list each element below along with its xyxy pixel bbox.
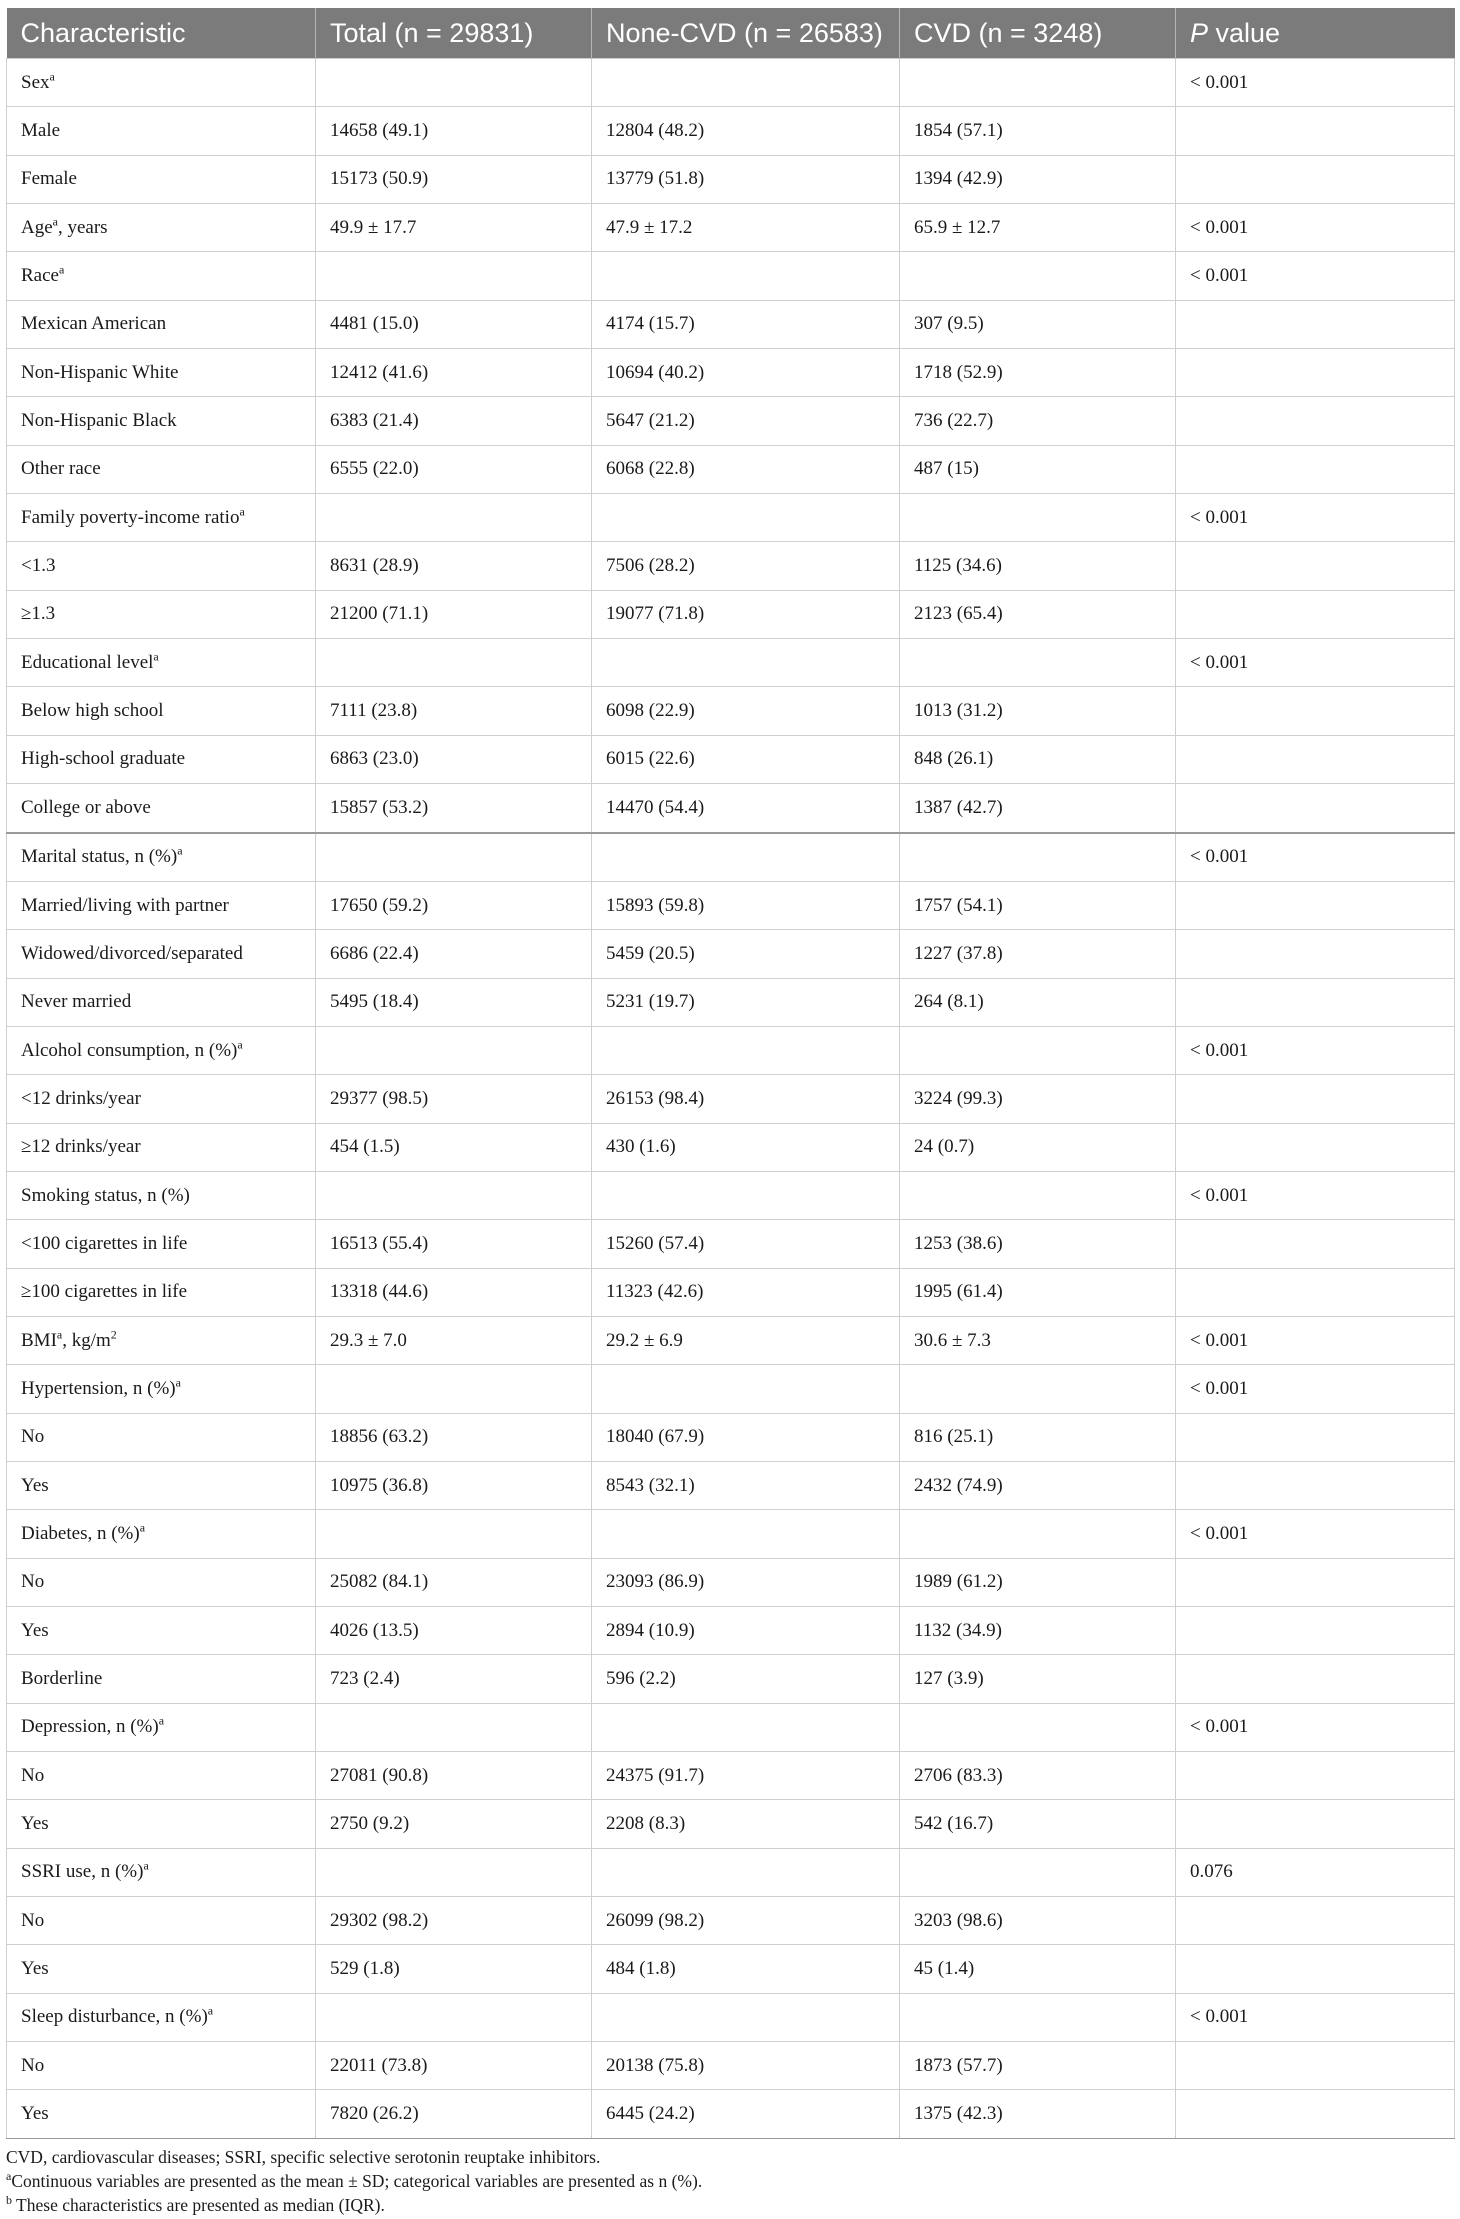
cell-characteristic: College or above <box>7 784 316 833</box>
cell-cvd: 24 (0.7) <box>900 1123 1176 1171</box>
cell-total <box>316 1848 592 1896</box>
cell-none-cvd: 7506 (28.2) <box>592 542 900 590</box>
cell-cvd: 1757 (54.1) <box>900 881 1176 929</box>
cell-total: 15857 (53.2) <box>316 784 592 833</box>
cell-characteristic: Age$^a$, years <box>7 204 316 252</box>
table-row <box>7 1703 1455 1751</box>
cell-p-value <box>1176 784 1455 833</box>
cell-characteristic: No <box>7 2042 316 2090</box>
cell-characteristic: <12 drinks/year <box>7 1075 316 1123</box>
cell-total <box>316 494 592 542</box>
cell-characteristic: Marital status, n (%)$^a$ <box>7 833 316 882</box>
header-p-value <box>1176 8 1455 59</box>
cell-total: 2750 (9.2) <box>316 1800 592 1848</box>
cell-total: 29302 (98.2) <box>316 1897 592 1945</box>
table-row <box>7 1993 1455 2041</box>
table-row <box>7 590 1455 638</box>
cell-cvd: 30.6 ± 7.3 <box>900 1316 1176 1364</box>
cell-total: 6383 (21.4) <box>316 397 592 445</box>
cell-total: 7111 (23.8) <box>316 687 592 735</box>
table-row <box>7 1752 1455 1800</box>
cell-total <box>316 833 592 882</box>
table-row <box>7 1945 1455 1993</box>
cell-p-value <box>1176 397 1455 445</box>
cell-none-cvd <box>592 59 900 107</box>
cell-p-value <box>1176 445 1455 493</box>
table-footnotes <box>6 2145 1454 2217</box>
table-row <box>7 397 1455 445</box>
cell-characteristic: Sleep disturbance, n (%)$^a$ <box>7 1993 316 2041</box>
cell-characteristic: Below high school <box>7 687 316 735</box>
table-row <box>7 155 1455 203</box>
cell-characteristic: Non-Hispanic Black <box>7 397 316 445</box>
cell-total <box>316 1365 592 1413</box>
cell-total: 49.9 ± 17.7 <box>316 204 592 252</box>
cell-characteristic: <1.3 <box>7 542 316 590</box>
cell-cvd: 45 (1.4) <box>900 1945 1176 1993</box>
cell-cvd <box>900 1510 1176 1558</box>
table-row <box>7 542 1455 590</box>
cell-none-cvd <box>592 1510 900 1558</box>
cell-characteristic: <100 cigarettes in life <box>7 1220 316 1268</box>
cell-characteristic: Race$^a$ <box>7 252 316 300</box>
cell-none-cvd: 8543 (32.1) <box>592 1461 900 1509</box>
table-row <box>7 1848 1455 1896</box>
cell-total <box>316 1993 592 2041</box>
cell-cvd: 65.9 ± 12.7 <box>900 204 1176 252</box>
cell-characteristic: Female <box>7 155 316 203</box>
cell-none-cvd: 15260 (57.4) <box>592 1220 900 1268</box>
table-body <box>7 59 1455 2139</box>
cell-none-cvd: 14470 (54.4) <box>592 784 900 833</box>
cell-none-cvd: 2894 (10.9) <box>592 1607 900 1655</box>
cell-characteristic: Educational level$^a$ <box>7 639 316 687</box>
table-container <box>6 8 1454 2217</box>
cell-characteristic: Married/living with partner <box>7 881 316 929</box>
cell-characteristic: Mexican American <box>7 300 316 348</box>
table-row <box>7 1123 1455 1171</box>
cell-characteristic: Yes <box>7 2090 316 2138</box>
cell-none-cvd: 6015 (22.6) <box>592 735 900 783</box>
cell-none-cvd: 430 (1.6) <box>592 1123 900 1171</box>
table-row <box>7 978 1455 1026</box>
cell-p-value: < 0.001 <box>1176 1993 1455 2041</box>
cell-characteristic: No <box>7 1752 316 1800</box>
header-characteristic: Characteristic <box>7 8 316 59</box>
cell-total <box>316 639 592 687</box>
table-row <box>7 252 1455 300</box>
cell-characteristic: Alcohol consumption, n (%)$^a$ <box>7 1026 316 1074</box>
cell-p-value <box>1176 1268 1455 1316</box>
cell-total: 22011 (73.8) <box>316 2042 592 2090</box>
cell-none-cvd: 484 (1.8) <box>592 1945 900 1993</box>
cell-total: 29377 (98.5) <box>316 1075 592 1123</box>
table-row <box>7 1220 1455 1268</box>
table-row <box>7 107 1455 155</box>
header-none-cvd: None-CVD (n = 26583) <box>592 8 900 59</box>
header-cvd: CVD (n = 3248) <box>900 8 1176 59</box>
table-row <box>7 1897 1455 1945</box>
cell-p-value <box>1176 687 1455 735</box>
table-row <box>7 1607 1455 1655</box>
table-row <box>7 1365 1455 1413</box>
cell-characteristic: Yes <box>7 1800 316 1848</box>
cell-none-cvd: 10694 (40.2) <box>592 349 900 397</box>
cell-total: 18856 (63.2) <box>316 1413 592 1461</box>
cell-cvd: 736 (22.7) <box>900 397 1176 445</box>
cell-cvd: 816 (25.1) <box>900 1413 1176 1461</box>
cell-total: 16513 (55.4) <box>316 1220 592 1268</box>
cell-none-cvd: 5647 (21.2) <box>592 397 900 445</box>
cell-cvd <box>900 1703 1176 1751</box>
cell-characteristic: Non-Hispanic White <box>7 349 316 397</box>
cell-total: 15173 (50.9) <box>316 155 592 203</box>
table-row <box>7 349 1455 397</box>
table-header-row <box>7 8 1455 59</box>
cell-total: 4481 (15.0) <box>316 300 592 348</box>
cell-p-value: < 0.001 <box>1176 1365 1455 1413</box>
cell-p-value: < 0.001 <box>1176 1703 1455 1751</box>
cell-p-value <box>1176 881 1455 929</box>
cell-cvd: 307 (9.5) <box>900 300 1176 348</box>
cell-p-value: 0.076 <box>1176 1848 1455 1896</box>
cell-none-cvd <box>592 494 900 542</box>
cell-characteristic: Sex$^a$ <box>7 59 316 107</box>
table-row <box>7 1461 1455 1509</box>
cell-characteristic: Yes <box>7 1945 316 1993</box>
cell-total: 723 (2.4) <box>316 1655 592 1703</box>
cell-none-cvd: 5459 (20.5) <box>592 930 900 978</box>
cell-none-cvd: 26153 (98.4) <box>592 1075 900 1123</box>
cell-total: 25082 (84.1) <box>316 1558 592 1606</box>
table-row <box>7 2090 1455 2138</box>
baseline-characteristics-table <box>6 8 1455 2139</box>
cell-cvd: 1854 (57.1) <box>900 107 1176 155</box>
cell-characteristic: BMI$^a$, $kg/m^2$ <box>7 1316 316 1364</box>
cell-total <box>316 59 592 107</box>
cell-cvd: 3224 (99.3) <box>900 1075 1176 1123</box>
cell-characteristic: Borderline <box>7 1655 316 1703</box>
cell-none-cvd <box>592 639 900 687</box>
cell-cvd: 1013 (31.2) <box>900 687 1176 735</box>
cell-p-value <box>1176 1413 1455 1461</box>
cell-p-value: < 0.001 <box>1176 1026 1455 1074</box>
table-row <box>7 300 1455 348</box>
cell-p-value <box>1176 1800 1455 1848</box>
table-row <box>7 881 1455 929</box>
cell-p-value <box>1176 2042 1455 2090</box>
cell-characteristic: Yes <box>7 1461 316 1509</box>
cell-cvd <box>900 59 1176 107</box>
cell-characteristic: Smoking status, n (%) <box>7 1171 316 1219</box>
cell-p-value <box>1176 1945 1455 1993</box>
cell-cvd: 2706 (83.3) <box>900 1752 1176 1800</box>
cell-characteristic: No <box>7 1558 316 1606</box>
cell-none-cvd <box>592 1365 900 1413</box>
table-row <box>7 494 1455 542</box>
table-row <box>7 784 1455 833</box>
cell-none-cvd: 596 (2.2) <box>592 1655 900 1703</box>
cell-cvd: 1995 (61.4) <box>900 1268 1176 1316</box>
table-row <box>7 1655 1455 1703</box>
cell-cvd <box>900 1171 1176 1219</box>
cell-cvd <box>900 639 1176 687</box>
cell-total: 6863 (23.0) <box>316 735 592 783</box>
table-row <box>7 1316 1455 1364</box>
cell-p-value <box>1176 1461 1455 1509</box>
cell-cvd: 1989 (61.2) <box>900 1558 1176 1606</box>
cell-none-cvd: 24375 (91.7) <box>592 1752 900 1800</box>
cell-characteristic: Widowed/divorced/separated <box>7 930 316 978</box>
cell-none-cvd: 29.2 ± 6.9 <box>592 1316 900 1364</box>
cell-p-value: < 0.001 <box>1176 252 1455 300</box>
cell-p-value <box>1176 978 1455 1026</box>
cell-none-cvd: 20138 (75.8) <box>592 2042 900 2090</box>
cell-total <box>316 1171 592 1219</box>
cell-cvd: 2123 (65.4) <box>900 590 1176 638</box>
table-row <box>7 930 1455 978</box>
cell-none-cvd: 6098 (22.9) <box>592 687 900 735</box>
cell-none-cvd <box>592 252 900 300</box>
cell-cvd: 1387 (42.7) <box>900 784 1176 833</box>
cell-total: 4026 (13.5) <box>316 1607 592 1655</box>
header-p-rest: value <box>1215 17 1281 48</box>
cell-cvd: 848 (26.1) <box>900 735 1176 783</box>
cell-total: 13318 (44.6) <box>316 1268 592 1316</box>
cell-none-cvd <box>592 1993 900 2041</box>
cell-total: 29.3 ± 7.0 <box>316 1316 592 1364</box>
cell-total: 6555 (22.0) <box>316 445 592 493</box>
cell-none-cvd <box>592 1703 900 1751</box>
cell-p-value: < 0.001 <box>1176 204 1455 252</box>
cell-p-value: < 0.001 <box>1176 494 1455 542</box>
cell-total: 21200 (71.1) <box>316 590 592 638</box>
cell-cvd <box>900 494 1176 542</box>
cell-none-cvd: 47.9 ± 17.2 <box>592 204 900 252</box>
cell-cvd: 2432 (74.9) <box>900 1461 1176 1509</box>
cell-cvd: 1132 (34.9) <box>900 1607 1176 1655</box>
cell-none-cvd <box>592 833 900 882</box>
cell-total: 6686 (22.4) <box>316 930 592 978</box>
cell-p-value <box>1176 1123 1455 1171</box>
cell-none-cvd: 6068 (22.8) <box>592 445 900 493</box>
cell-total: 14658 (49.1) <box>316 107 592 155</box>
cell-cvd: 1718 (52.9) <box>900 349 1176 397</box>
cell-characteristic: ≥100 cigarettes in life <box>7 1268 316 1316</box>
cell-p-value <box>1176 542 1455 590</box>
cell-cvd: 1394 (42.9) <box>900 155 1176 203</box>
cell-cvd: 1253 (38.6) <box>900 1220 1176 1268</box>
cell-cvd: 1125 (34.6) <box>900 542 1176 590</box>
cell-characteristic: No <box>7 1897 316 1945</box>
header-p-letter: P <box>1190 17 1209 48</box>
cell-cvd: 542 (16.7) <box>900 1800 1176 1848</box>
cell-p-value <box>1176 1897 1455 1945</box>
cell-total: 17650 (59.2) <box>316 881 592 929</box>
cell-characteristic: High-school graduate <box>7 735 316 783</box>
table-row <box>7 59 1455 107</box>
table-row <box>7 1171 1455 1219</box>
cell-none-cvd: 15893 (59.8) <box>592 881 900 929</box>
cell-characteristic: Male <box>7 107 316 155</box>
cell-p-value: < 0.001 <box>1176 833 1455 882</box>
cell-characteristic: Yes <box>7 1607 316 1655</box>
footnote-a: $^a$Continuous variables are presented as the mean ± SD; categorical variables are presented as n (%). <box>6 2168 703 2191</box>
table-row <box>7 445 1455 493</box>
table-row <box>7 639 1455 687</box>
cell-none-cvd: 2208 (8.3) <box>592 1800 900 1848</box>
cell-cvd <box>900 1365 1176 1413</box>
cell-total <box>316 1510 592 1558</box>
cell-characteristic: Diabetes, n (%)$^a$ <box>7 1510 316 1558</box>
cell-characteristic: ≥1.3 <box>7 590 316 638</box>
cell-none-cvd: 5231 (19.7) <box>592 978 900 1026</box>
cell-total <box>316 1026 592 1074</box>
cell-p-value <box>1176 1655 1455 1703</box>
table-row <box>7 1800 1455 1848</box>
cell-none-cvd: 11323 (42.6) <box>592 1268 900 1316</box>
cell-p-value <box>1176 1075 1455 1123</box>
cell-cvd: 264 (8.1) <box>900 978 1176 1026</box>
cell-characteristic: No <box>7 1413 316 1461</box>
cell-none-cvd <box>592 1026 900 1074</box>
cell-cvd <box>900 833 1176 882</box>
cell-p-value <box>1176 349 1455 397</box>
cell-characteristic: Hypertension, n (%)$^a$ <box>7 1365 316 1413</box>
table-row <box>7 1413 1455 1461</box>
table-row <box>7 833 1455 882</box>
cell-characteristic: SSRI use, n (%)$^a$ <box>7 1848 316 1896</box>
table-row <box>7 1558 1455 1606</box>
cell-p-value <box>1176 930 1455 978</box>
cell-none-cvd: 19077 (71.8) <box>592 590 900 638</box>
cell-p-value: < 0.001 <box>1176 1171 1455 1219</box>
cell-cvd: 127 (3.9) <box>900 1655 1176 1703</box>
table-row <box>7 1026 1455 1074</box>
cell-characteristic: ≥12 drinks/year <box>7 1123 316 1171</box>
cell-p-value <box>1176 155 1455 203</box>
footnote-b: $^b$ These characteristics are presented as median (IQR). <box>6 2192 385 2215</box>
cell-total <box>316 252 592 300</box>
cell-p-value: < 0.001 <box>1176 1316 1455 1364</box>
header-total: Total (n = 29831) <box>316 8 592 59</box>
cell-total <box>316 1703 592 1751</box>
cell-cvd: 1375 (42.3) <box>900 2090 1176 2138</box>
table-row <box>7 1075 1455 1123</box>
cell-cvd <box>900 1993 1176 2041</box>
cell-total: 8631 (28.9) <box>316 542 592 590</box>
table-row <box>7 1510 1455 1558</box>
cell-p-value: < 0.001 <box>1176 639 1455 687</box>
cell-characteristic: Never married <box>7 978 316 1026</box>
cell-total: 5495 (18.4) <box>316 978 592 1026</box>
table-row <box>7 2042 1455 2090</box>
cell-cvd: 3203 (98.6) <box>900 1897 1176 1945</box>
cell-p-value <box>1176 300 1455 348</box>
cell-p-value <box>1176 1752 1455 1800</box>
table-row <box>7 735 1455 783</box>
cell-p-value: < 0.001 <box>1176 59 1455 107</box>
cell-total: 27081 (90.8) <box>316 1752 592 1800</box>
cell-none-cvd: 6445 (24.2) <box>592 2090 900 2138</box>
cell-none-cvd <box>592 1848 900 1896</box>
cell-cvd <box>900 1848 1176 1896</box>
cell-total: 12412 (41.6) <box>316 349 592 397</box>
cell-none-cvd: 13779 (51.8) <box>592 155 900 203</box>
cell-total: 529 (1.8) <box>316 1945 592 1993</box>
cell-cvd: 1227 (37.8) <box>900 930 1176 978</box>
cell-p-value <box>1176 1607 1455 1655</box>
cell-none-cvd: 23093 (86.9) <box>592 1558 900 1606</box>
cell-cvd <box>900 252 1176 300</box>
cell-characteristic: Family poverty-income ratio$^a$ <box>7 494 316 542</box>
cell-none-cvd <box>592 1171 900 1219</box>
cell-cvd <box>900 1026 1176 1074</box>
cell-p-value <box>1176 590 1455 638</box>
cell-total: 454 (1.5) <box>316 1123 592 1171</box>
cell-characteristic: Other race <box>7 445 316 493</box>
cell-p-value <box>1176 107 1455 155</box>
table-row <box>7 204 1455 252</box>
cell-characteristic: Depression, n (%)$^a$ <box>7 1703 316 1751</box>
cell-total: 7820 (26.2) <box>316 2090 592 2138</box>
cell-p-value <box>1176 1558 1455 1606</box>
cell-none-cvd: 26099 (98.2) <box>592 1897 900 1945</box>
cell-cvd: 487 (15) <box>900 445 1176 493</box>
table-row <box>7 687 1455 735</box>
cell-p-value <box>1176 2090 1455 2138</box>
cell-none-cvd: 4174 (15.7) <box>592 300 900 348</box>
table-row <box>7 1268 1455 1316</box>
cell-none-cvd: 12804 (48.2) <box>592 107 900 155</box>
footnote-abbreviations: CVD, cardiovascular diseases; SSRI, specific selective serotonin reuptake inhibitors. <box>6 2146 601 2167</box>
cell-none-cvd: 18040 (67.9) <box>592 1413 900 1461</box>
cell-p-value <box>1176 1220 1455 1268</box>
cell-p-value <box>1176 735 1455 783</box>
cell-cvd: 1873 (57.7) <box>900 2042 1176 2090</box>
cell-p-value: < 0.001 <box>1176 1510 1455 1558</box>
cell-total: 10975 (36.8) <box>316 1461 592 1509</box>
